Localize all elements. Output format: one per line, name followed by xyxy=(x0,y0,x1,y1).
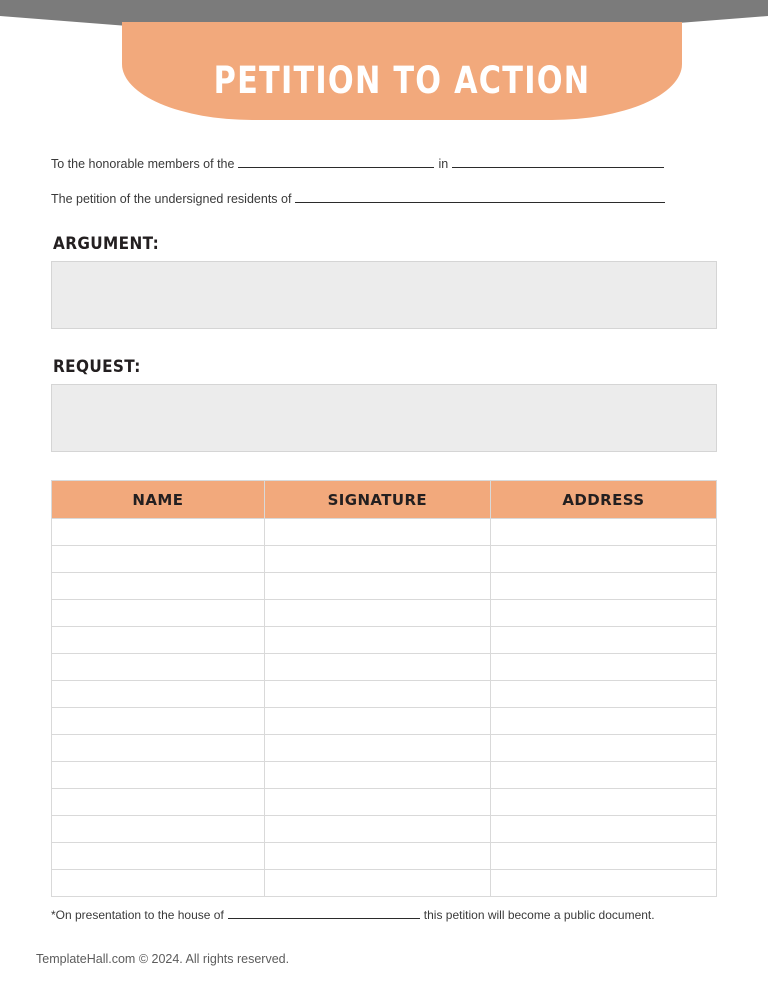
table-cell-address[interactable] xyxy=(490,789,716,816)
intro-line-1-connector: in xyxy=(438,157,449,171)
table-cell-name[interactable] xyxy=(52,681,265,708)
intro-line-1 xyxy=(51,155,717,171)
page-title: PETITION TO ACTION xyxy=(213,58,591,102)
table-row xyxy=(52,654,717,681)
table-cell-address[interactable] xyxy=(490,870,716,897)
table-cell-address[interactable] xyxy=(490,708,716,735)
table-cell-signature[interactable] xyxy=(264,681,490,708)
table-cell-signature[interactable] xyxy=(264,519,490,546)
table-cell-signature[interactable] xyxy=(264,816,490,843)
intro-line-2 xyxy=(51,190,717,206)
table-cell-signature[interactable] xyxy=(264,843,490,870)
table-cell-name[interactable] xyxy=(52,519,265,546)
table-row xyxy=(52,600,717,627)
table-row xyxy=(52,816,717,843)
table-cell-address[interactable] xyxy=(490,681,716,708)
table-cell-signature[interactable] xyxy=(264,762,490,789)
table-row xyxy=(52,573,717,600)
table-cell-address[interactable] xyxy=(490,762,716,789)
authority-blank-field[interactable] xyxy=(238,155,434,168)
location-blank-field[interactable] xyxy=(452,155,664,168)
table-row xyxy=(52,870,717,897)
page-header xyxy=(0,0,768,135)
table-cell-address[interactable] xyxy=(490,546,716,573)
table-cell-name[interactable] xyxy=(52,708,265,735)
table-cell-address[interactable] xyxy=(490,519,716,546)
intro-line-1-text: To the honorable members of the xyxy=(51,157,235,171)
table-cell-name[interactable] xyxy=(52,762,265,789)
table-cell-name[interactable] xyxy=(52,789,265,816)
table-row xyxy=(52,627,717,654)
table-cell-address[interactable] xyxy=(490,654,716,681)
table-cell-name[interactable] xyxy=(52,546,265,573)
table-cell-signature[interactable] xyxy=(264,573,490,600)
table-cell-signature[interactable] xyxy=(264,546,490,573)
argument-textarea[interactable] xyxy=(51,261,717,329)
table-row xyxy=(52,735,717,762)
copyright-text: TemplateHall.com © 2024. All rights reserved. xyxy=(36,952,290,966)
table-cell-signature[interactable] xyxy=(264,708,490,735)
table-body xyxy=(52,519,717,897)
table-cell-name[interactable] xyxy=(52,816,265,843)
table-cell-address[interactable] xyxy=(490,735,716,762)
table-cell-name[interactable] xyxy=(52,735,265,762)
column-header-address: ADDRESS xyxy=(490,481,716,519)
intro-line-2-text: The petition of the undersigned residents of xyxy=(51,192,292,206)
request-textarea[interactable] xyxy=(51,384,717,452)
table-cell-name[interactable] xyxy=(52,654,265,681)
table-cell-address[interactable] xyxy=(490,843,716,870)
footnote xyxy=(51,906,717,922)
table-row xyxy=(52,843,717,870)
table-cell-signature[interactable] xyxy=(264,735,490,762)
table-cell-signature[interactable] xyxy=(264,627,490,654)
table-row xyxy=(52,681,717,708)
footnote-text-1: *On presentation to the house of xyxy=(51,908,224,922)
table-header-row xyxy=(52,481,717,519)
table-row xyxy=(52,762,717,789)
table-cell-signature[interactable] xyxy=(264,600,490,627)
table-cell-name[interactable] xyxy=(52,600,265,627)
table-row xyxy=(52,789,717,816)
argument-heading: ARGUMENT: xyxy=(53,234,160,254)
table-cell-address[interactable] xyxy=(490,627,716,654)
table-cell-name[interactable] xyxy=(52,627,265,654)
table-cell-signature[interactable] xyxy=(264,789,490,816)
table-cell-address[interactable] xyxy=(490,573,716,600)
table-row xyxy=(52,708,717,735)
table-cell-address[interactable] xyxy=(490,600,716,627)
residents-blank-field[interactable] xyxy=(295,190,665,203)
signature-table xyxy=(51,480,717,897)
footnote-text-2: this petition will become a public document. xyxy=(423,908,655,922)
table-cell-name[interactable] xyxy=(52,843,265,870)
column-header-name: NAME xyxy=(52,481,265,519)
table-row xyxy=(52,519,717,546)
column-header-signature: SIGNATURE xyxy=(264,481,490,519)
table-cell-name[interactable] xyxy=(52,870,265,897)
document-body xyxy=(0,135,768,922)
table-cell-name[interactable] xyxy=(52,573,265,600)
table-cell-address[interactable] xyxy=(490,816,716,843)
house-blank-field[interactable] xyxy=(228,906,420,919)
table-row xyxy=(52,546,717,573)
table-cell-signature[interactable] xyxy=(264,870,490,897)
request-heading: REQUEST: xyxy=(53,357,141,377)
table-cell-signature[interactable] xyxy=(264,654,490,681)
